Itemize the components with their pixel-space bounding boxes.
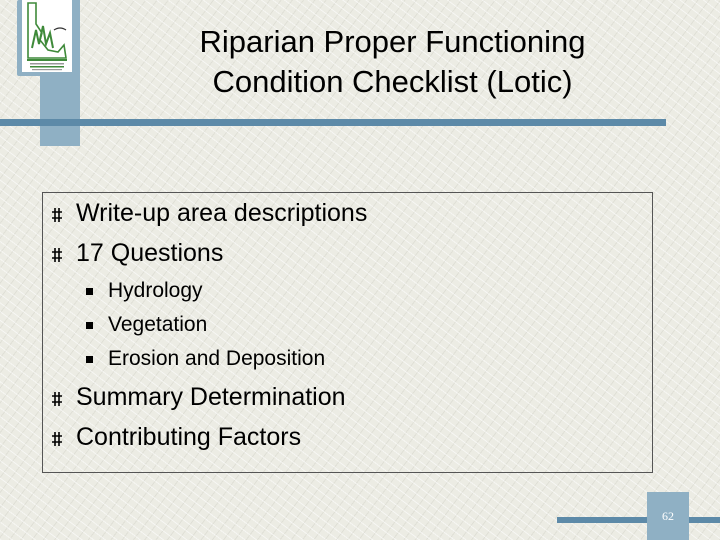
title-divider-bar [0, 119, 666, 126]
bullet-item: Write-up area descriptions [76, 199, 368, 227]
square-bullet-icon [86, 356, 93, 363]
logo [22, 0, 72, 72]
page-number: 62 [647, 492, 689, 540]
hash-bullet-icon [50, 207, 64, 223]
bullet-item: Contributing Factors [76, 423, 302, 451]
sub-bullet-item: Erosion and Deposition [108, 347, 326, 370]
hash-bullet-icon [50, 247, 64, 263]
square-bullet-icon [86, 288, 93, 295]
square-bullet-icon [86, 322, 93, 329]
idaho-riparian-logo-icon [22, 0, 72, 72]
slide-title [120, 22, 665, 102]
hash-bullet-icon [50, 431, 64, 447]
title-line-2: Condition Checklist (Lotic) [212, 64, 573, 99]
bullet-item: Summary Determination [76, 383, 346, 411]
sub-bullet-item: Vegetation [108, 313, 208, 336]
title-line-1: Riparian Proper Functioning [199, 24, 586, 59]
footer-bar [557, 517, 720, 523]
bullet-item: 17 Questions [76, 239, 224, 267]
hash-bullet-icon [50, 391, 64, 407]
sub-bullet-item: Hydrology [108, 279, 203, 302]
